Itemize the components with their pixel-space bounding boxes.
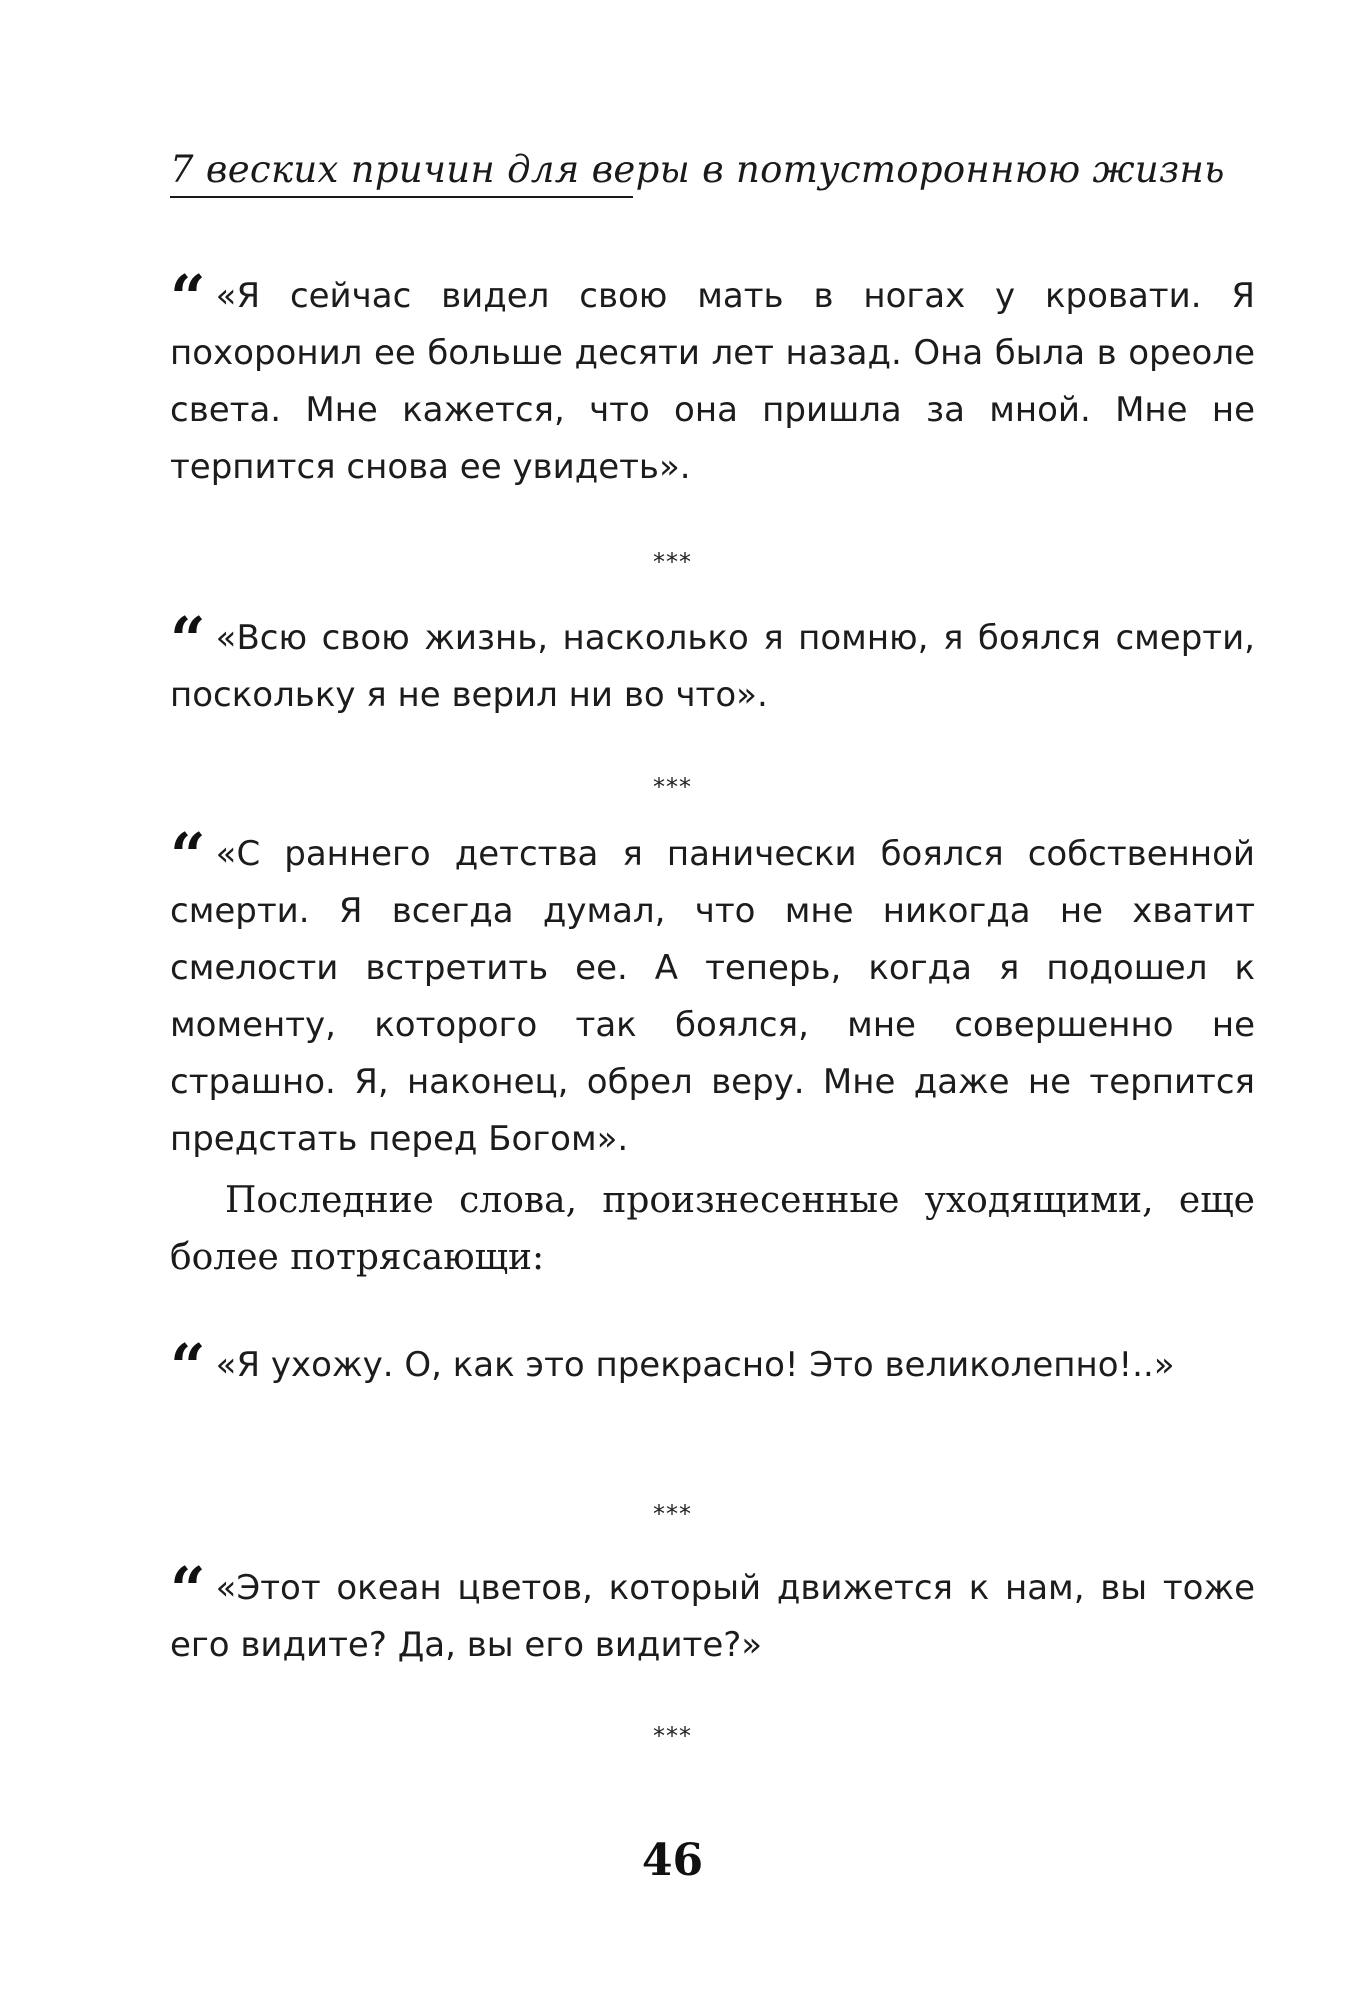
- quote-mark-icon: “: [170, 1330, 206, 1403]
- section-separator: ***: [653, 773, 692, 801]
- quote-paragraph: [170, 603, 1255, 724]
- quote-mark-icon: “: [170, 819, 206, 892]
- section-separator: ***: [653, 548, 692, 576]
- quote-text: «Я ухожу. О, как это прекрасно! Это великолепно!..»: [215, 1345, 1175, 1385]
- quote-block-4: [170, 1330, 1255, 1403]
- quote-mark-icon: “: [170, 603, 206, 676]
- quote-block-5: [170, 1553, 1255, 1674]
- running-title: 7 веских причин для веры в потустороннюю жизнь: [170, 148, 1225, 191]
- quote-mark-icon: “: [170, 1553, 206, 1626]
- quote-block-2: [170, 603, 1255, 724]
- quote-block-3: [170, 819, 1255, 1286]
- quote-paragraph: [170, 261, 1255, 496]
- header-rule: [170, 196, 633, 198]
- quote-block-1: [170, 261, 1255, 496]
- quote-mark-icon: “: [170, 261, 206, 334]
- page-number: 46: [641, 1835, 704, 1886]
- section-separator: ***: [653, 1722, 692, 1750]
- section-separator: ***: [653, 1500, 692, 1528]
- quote-paragraph: [170, 1330, 1255, 1403]
- quote-text: «Всю свою жизнь, насколько я помню, я боялся смерти, поскольку я не верил ни во что».: [170, 618, 1255, 715]
- quote-paragraph: [170, 1553, 1255, 1674]
- quote-text: «С раннего детства я панически боялся собственной смерти. Я всегда думал, что мне никогда не хватит смелости встретить ее. А теперь, когда я подошел к моменту, которого так боялся, мне совершенно не страшно. Я, наконец, обрел веру. Мне даже не терпится предстать перед Богом».: [170, 834, 1255, 1159]
- quote-text: «Я сейчас видел свою мать в ногах у кровати. Я похоронил ее больше десяти лет назад. Она была в ореоле света. Мне кажется, что она пришла за мной. Мне не терпится снова ее увидеть».: [170, 276, 1255, 487]
- narration-paragraph: Последние слова, произнесенные уходящими, еще более потрясающи:: [170, 1180, 1255, 1278]
- quote-text: «Этот океан цветов, который движется к нам, вы тоже его видите? Да, вы его видите?»: [170, 1568, 1255, 1665]
- quote-paragraph: [170, 819, 1255, 1168]
